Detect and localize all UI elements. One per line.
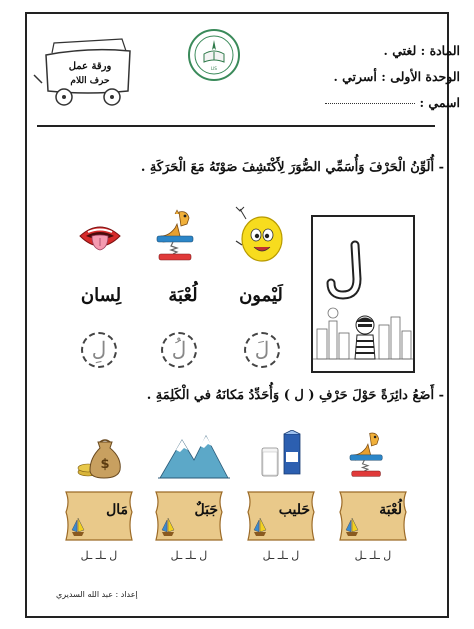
svg-text:$: $: [100, 457, 110, 472]
spring-rider-toy-image: [151, 206, 201, 264]
name-dotted-field[interactable]: [325, 103, 415, 104]
dotted-letter-circle-damma[interactable]: لُ: [161, 332, 197, 368]
subject-line: المادة : لغتي .: [383, 43, 460, 58]
word-scroll-3: [152, 488, 226, 544]
unit-line: الوحدة الأولى : أسرتي .: [333, 69, 460, 84]
spring-rider-toy-image-2: [342, 428, 392, 480]
instruction-1: - أُلَوِّنُ الْحَرْفَ وَأُسَمِّي الصُّوَرَ لِأَكْتَشِفَ صَوْتَهُ مَعَ الْحَرَكَةِ .: [140, 160, 444, 175]
scroll-word-mountain: جَبَلٌ: [194, 502, 218, 518]
mountains-image: [158, 430, 230, 482]
word-tongue: لِسان: [80, 285, 122, 306]
cart-line1: ورقة عمل: [68, 61, 112, 72]
scroll-word-toy: لُعْبَة: [379, 502, 402, 518]
footer-credit: إعداد : عبد الله السديري: [56, 590, 138, 599]
word-scroll-2: [244, 488, 318, 544]
dotted-letter-circle-kasra[interactable]: لِ: [81, 332, 117, 368]
name-label: اسمي :: [419, 95, 460, 110]
lemon-image: [232, 205, 288, 267]
header-info: [310, 38, 460, 116]
instruction-2: - أَضَعُ دائِرَةً حَوْلَ حَرْفِ ( ل ) وَأُحَدِّدُ مَكانَهُ في الْكَلِمَةِ .: [146, 388, 444, 403]
worksheet-cart-illustration: [32, 25, 142, 113]
header-divider: [37, 125, 435, 127]
dotted-letter-circle-fatha[interactable]: لَ: [244, 332, 280, 368]
word-scroll-4: [62, 488, 136, 544]
letter-options-4[interactable]: ل ـلـ ـل: [80, 549, 118, 562]
word-toy: لُعْبَة: [168, 285, 198, 306]
school-logo: [187, 28, 241, 82]
scroll-word-money: مَال: [106, 502, 128, 518]
letter-options-1[interactable]: ل ـلـ ـل: [354, 549, 392, 562]
cart-line2: حرف اللام: [70, 76, 110, 86]
letter-scene: [313, 217, 413, 371]
boy-figure: [355, 316, 375, 359]
word-scroll-1: [336, 488, 410, 544]
name-line: [310, 90, 460, 116]
money-bag-image: [74, 428, 128, 482]
tongue-mouth-image: [76, 214, 124, 262]
milk-image: [256, 430, 306, 482]
scroll-word-milk: حَليب: [278, 502, 310, 518]
svg-text:LIS: LIS: [211, 66, 217, 71]
word-lemon: لَيْمون: [239, 285, 283, 306]
letter-picture-box: [311, 215, 415, 373]
letter-options-3[interactable]: ل ـلـ ـل: [170, 549, 208, 562]
letter-options-2[interactable]: ل ـلـ ـل: [262, 549, 300, 562]
